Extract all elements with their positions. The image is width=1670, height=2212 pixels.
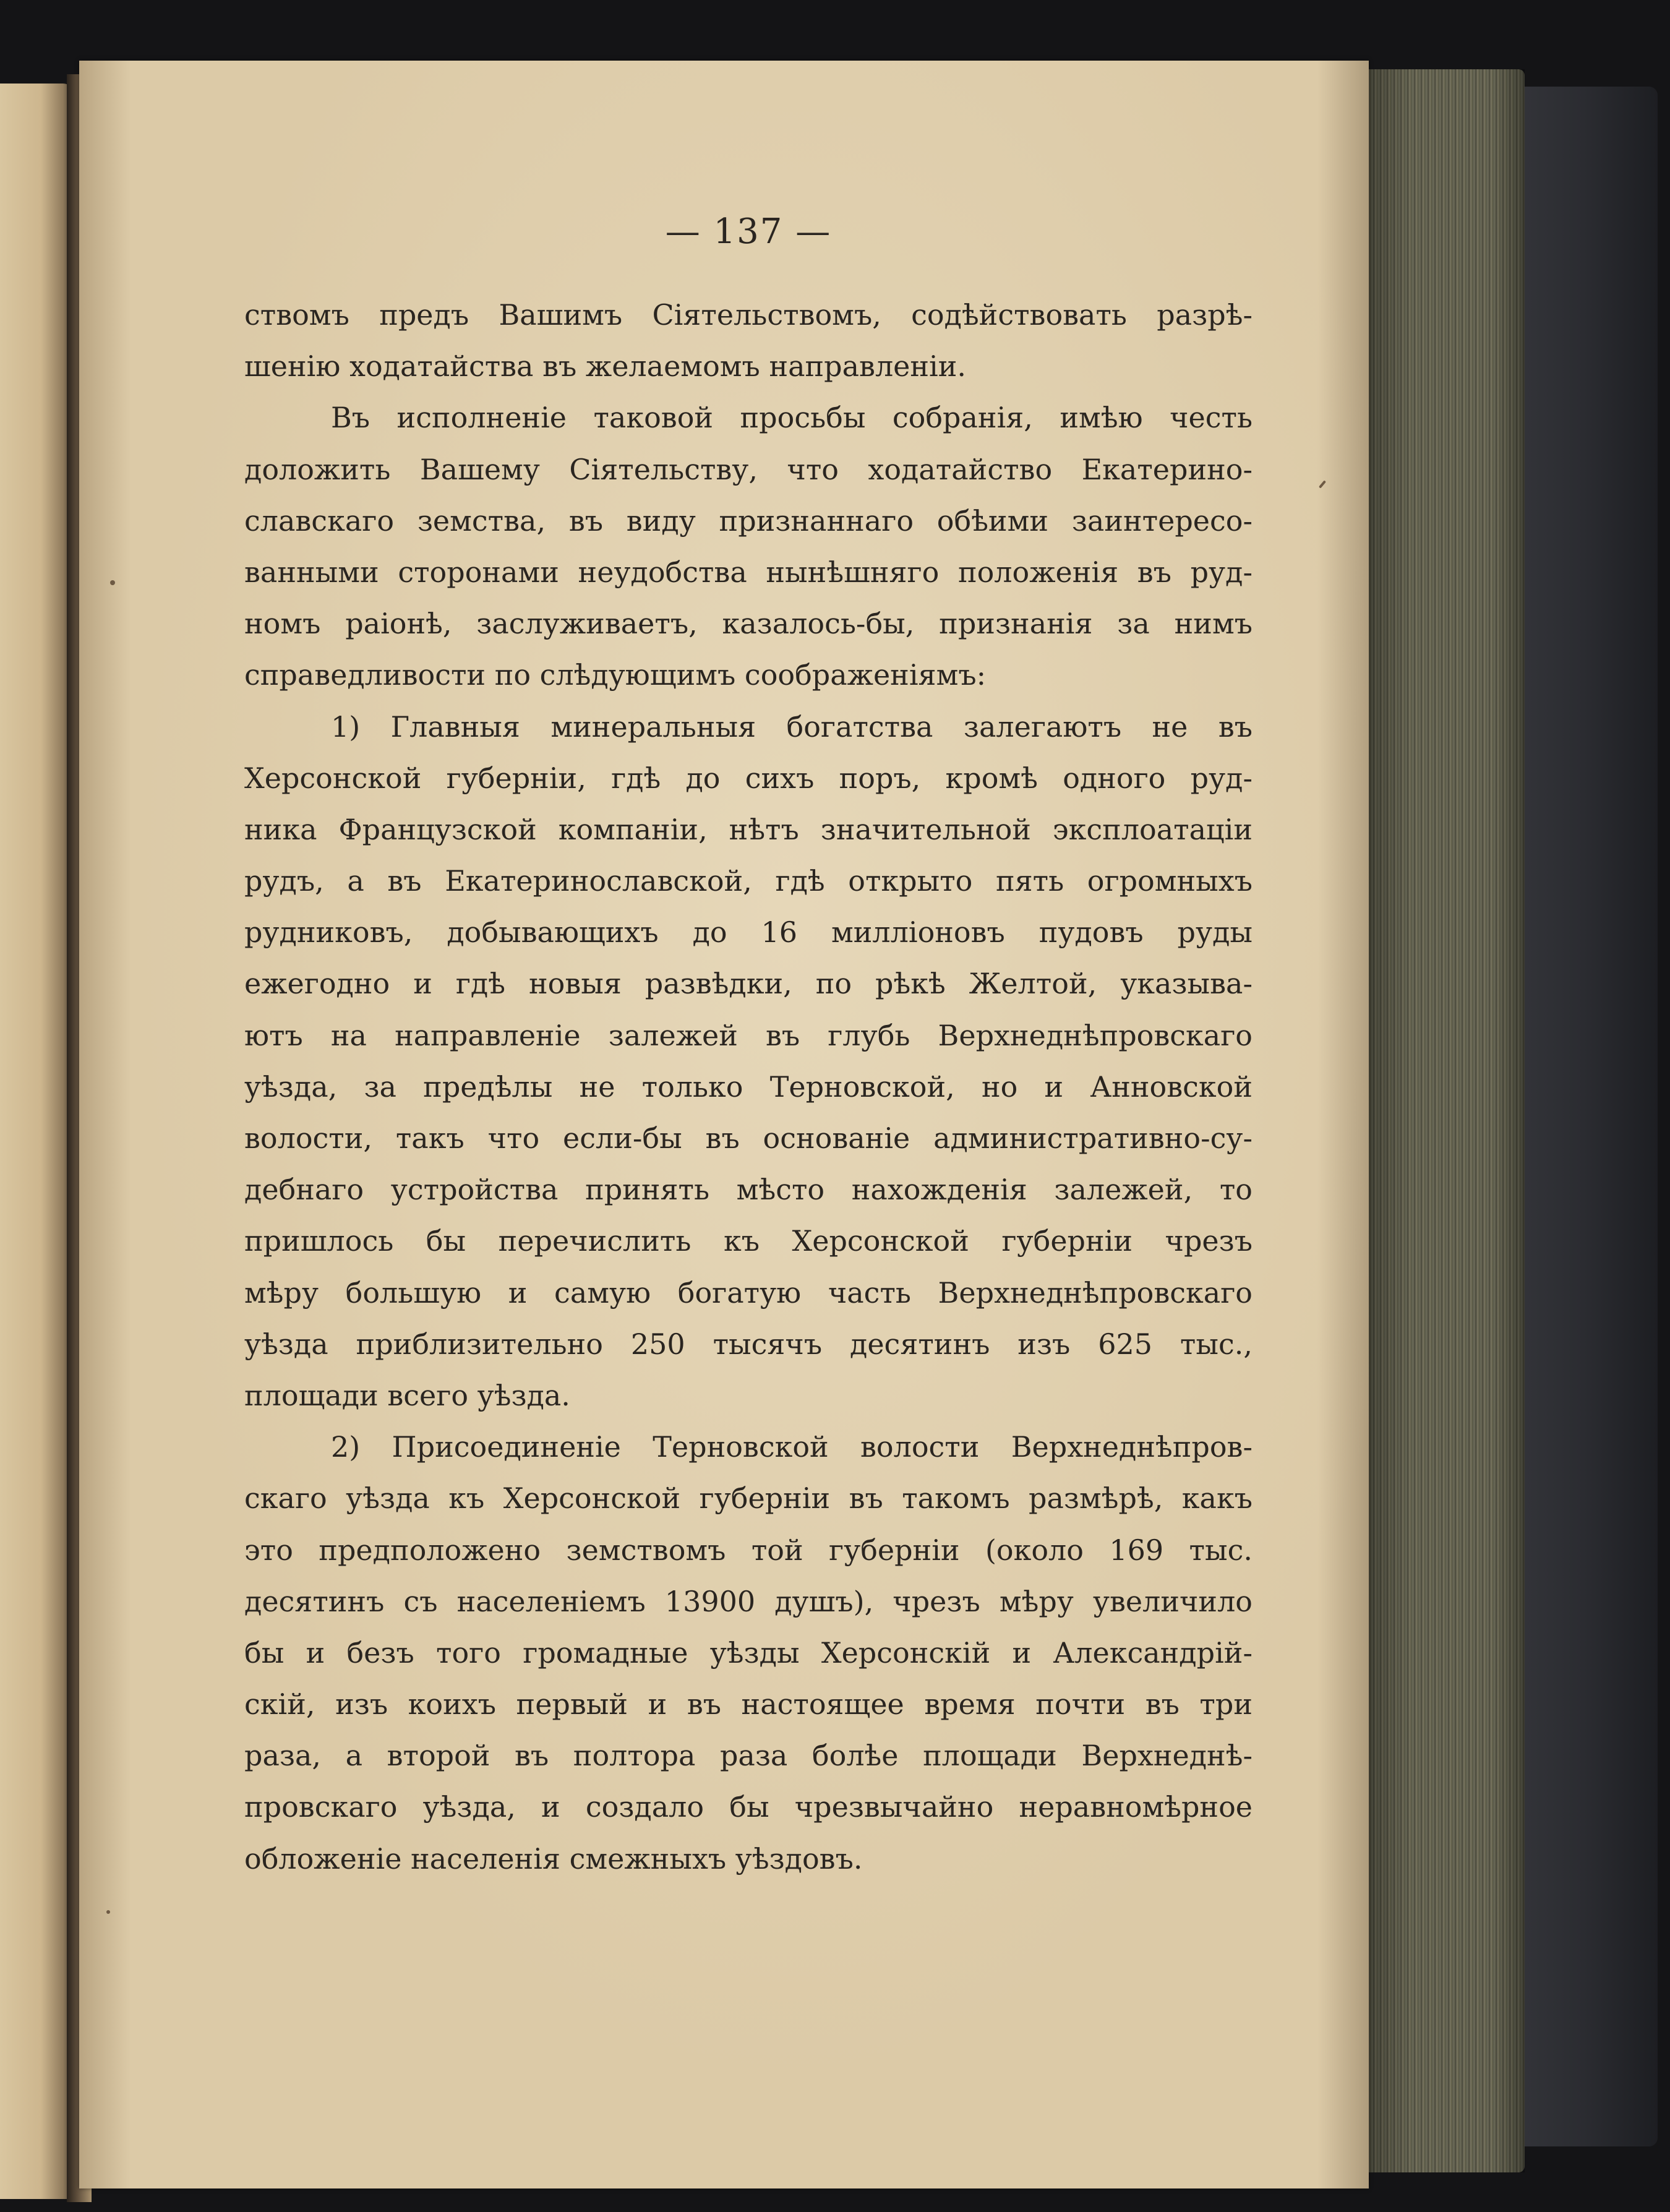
text-line xyxy=(244,1421,1252,1473)
text-line xyxy=(244,1370,1252,1421)
text-line-content: уѣзда, за предѣлы не только Терновской, но и Анновской xyxy=(244,1070,1252,1104)
text-line-content: обложеніе населенія смежныхъ уѣздовъ. xyxy=(244,1841,863,1875)
text-line xyxy=(244,1781,1252,1833)
text-line xyxy=(244,1730,1252,1781)
text-line xyxy=(244,1215,1252,1267)
text-line xyxy=(244,649,1252,701)
text-line-content: ника Французской компаніи, нѣтъ значительной эксплоатаціи xyxy=(244,812,1252,846)
text-line xyxy=(244,341,1252,392)
text-line-content: бы и безъ того громадные уѣзды Херсонскій и Александрій- xyxy=(244,1635,1252,1670)
text-line-content: скаго уѣзда къ Херсонской губерніи въ такомъ размѣрѣ, какъ xyxy=(244,1481,1252,1515)
body-text xyxy=(244,289,1252,1885)
text-line-content: номъ раіонѣ, заслуживаетъ, казалось-бы, признанія за нимъ xyxy=(244,607,1252,641)
text-line xyxy=(244,804,1252,855)
text-line-content: ствомъ предъ Вашимъ Сіятельствомъ, содѣйствовать разрѣ- xyxy=(244,298,1252,332)
text-line xyxy=(244,1627,1252,1679)
text-line-content: волости, такъ что если-бы въ основаніе административно-су- xyxy=(244,1121,1252,1155)
text-line-content: пришлось бы перечислить къ Херсонской губерніи чрезъ xyxy=(244,1224,1252,1258)
text-line xyxy=(244,289,1252,341)
text-line xyxy=(244,1576,1252,1627)
text-line-content: площади всего уѣзда. xyxy=(244,1378,570,1412)
page-edges-shading xyxy=(1364,69,1525,2172)
text-line-content: Въ исполненіе таковой просьбы собранія, имѣю честь xyxy=(331,401,1252,435)
text-line xyxy=(244,547,1252,598)
text-line-content: провскаго уѣзда, и создало бы чрезвычайно неравномѣрное xyxy=(244,1790,1252,1824)
page-text-block xyxy=(244,204,1252,1885)
text-line-content: рудъ, а въ Екатеринославской, гдѣ открыто пять огромныхъ xyxy=(244,864,1252,898)
text-line-content: 1) Главныя минеральныя богатства залегаютъ не въ xyxy=(331,709,1252,744)
text-line-content: ежегодно и гдѣ новыя развѣдки, по рѣкѣ Желтой, указыва- xyxy=(244,967,1252,1001)
text-line-content: раза, а второй въ полтора раза болѣе площади Верхнеднѣ- xyxy=(244,1739,1252,1773)
text-line xyxy=(244,907,1252,958)
text-line-content: справедливости по слѣдующимъ соображеніямъ: xyxy=(244,658,987,692)
text-line xyxy=(244,444,1252,495)
paper-speck xyxy=(110,580,115,585)
text-line-content: десятинъ съ населеніемъ 13900 душъ), чрезъ мѣру увеличило xyxy=(244,1584,1252,1618)
text-line-content: ванными сторонами неудобства нынѣшняго положенія въ руд- xyxy=(244,555,1252,589)
book-back-cover xyxy=(1509,87,1658,2146)
text-line-content: рудниковъ, добывающихъ до 16 милліоновъ пудовъ руды xyxy=(244,915,1252,950)
text-line xyxy=(244,855,1252,907)
text-line xyxy=(244,1473,1252,1524)
text-line-content: это предположено земствомъ той губерніи (около 169 тыс. xyxy=(244,1533,1252,1567)
text-line xyxy=(244,1679,1252,1730)
text-line xyxy=(244,1267,1252,1319)
text-line-content: скій, изъ коихъ первый и въ настоящее время почти въ три xyxy=(244,1687,1252,1721)
text-line-content: ютъ на направленіе залежей въ глубь Верхнеднѣпровскаго xyxy=(244,1018,1252,1052)
text-line xyxy=(244,1319,1252,1370)
text-line xyxy=(244,1833,1252,1885)
left-facing-page xyxy=(0,84,74,2199)
page-number: — 137 — xyxy=(665,212,832,252)
paper-speck xyxy=(1319,480,1326,488)
text-line-content: славскаго земства, въ виду признаннаго обѣими заинтересо- xyxy=(244,504,1252,538)
text-line xyxy=(244,1010,1252,1061)
text-line xyxy=(244,392,1252,444)
text-line xyxy=(244,958,1252,1010)
text-line-content: шенію ходатайства въ желаемомъ направленіи. xyxy=(244,349,967,384)
text-line xyxy=(244,701,1252,753)
text-line xyxy=(244,1164,1252,1215)
text-line xyxy=(244,1061,1252,1113)
text-line-content: 2) Присоединеніе Терновской волости Верхнеднѣпров- xyxy=(331,1430,1252,1464)
paper-speck xyxy=(106,1910,110,1914)
text-line xyxy=(244,598,1252,649)
text-line xyxy=(244,1525,1252,1576)
text-line xyxy=(244,753,1252,804)
text-line-content: доложить Вашему Сіятельству, что ходатайство Екатерино- xyxy=(244,452,1252,486)
text-line xyxy=(244,1113,1252,1164)
text-line-content: мѣру большую и самую богатую часть Верхнеднѣпровскаго xyxy=(244,1275,1252,1310)
text-line xyxy=(244,495,1252,547)
text-line-content: Херсонской губерніи, гдѣ до сихъ поръ, кромѣ одного руд- xyxy=(244,761,1252,795)
text-line-content: дебнаго устройства принять мѣсто нахожденія залежей, то xyxy=(244,1173,1252,1207)
text-line-content: уѣзда приблизительно 250 тысячъ десятинъ изъ 625 тыс., xyxy=(244,1327,1252,1361)
